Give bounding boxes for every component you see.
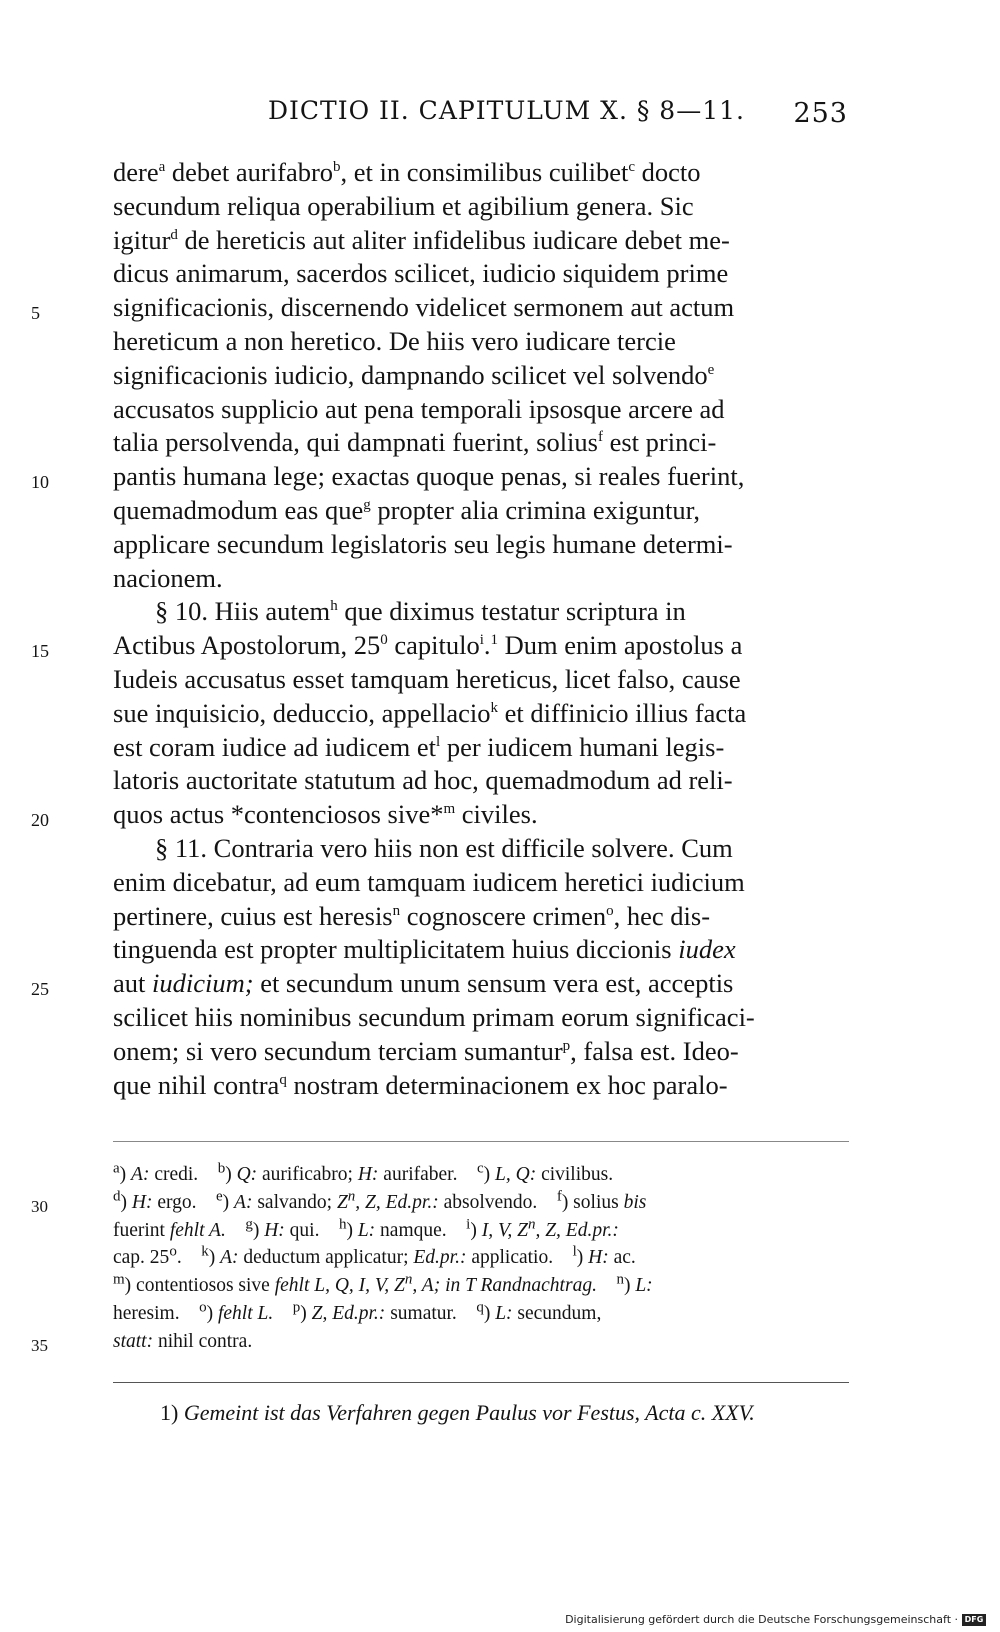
line-text: aut iudicium; et secundum unum sensum vera est, acceptis [113,968,734,999]
text-line [31,460,849,494]
text-line [113,562,849,596]
line-text: secundum reliqua operabilium et agibilium genera. Sic [113,190,694,221]
text-line [113,494,849,528]
line-text: applicare secundum legislatoris seu legis humane determi- [113,528,733,559]
line-text: dicus animarum, sacerdos scilicet, iudicio siquidem prime [113,258,729,289]
text-line [113,731,849,765]
text-line [113,257,849,291]
line-number: 30 [31,1196,48,1216]
main-text [31,156,849,1102]
text-line [31,629,849,663]
line-number: 35 [31,1335,48,1355]
text-line [113,224,849,258]
digitization-credit [565,1613,986,1626]
text-line [113,325,849,359]
line-text: que nihil contra$^q$ nostram determinacionem ex hoc paralo- [113,1069,728,1100]
line-text: § 10. Hiis autem$^h$ que diximus testatur scriptura in [155,596,686,627]
line-text: sue inquisicio, deduccio, appellacio$^k$ et diffinicio illius facta [113,697,747,728]
line-number: 15 [31,641,49,662]
line-text: significacionis, discernendo videlicet sermonem aut actum [113,292,735,323]
dfg-logo-icon: DFG [962,1614,986,1626]
line-number: 25 [31,979,49,1000]
text-line [113,900,849,934]
footnote: 1) Gemeint ist das Verfahren gegen Paulus vor Festus, Acta c. XXV. [160,1400,755,1425]
line-text: hereticum a non heretico. De hiis vero iudicare tercie [113,325,676,356]
text-line [113,156,849,190]
line-text: enim dicebatur, ad eum tamquam iudicem heretici iudicium [113,866,745,897]
apparatus-line [113,1300,849,1328]
line-number: 20 [31,810,49,831]
apparatus-text: cap. 25$^o$. $^k$) A: deductum applicatur; Ed.pr.: applicatio. $^l$) H: ac. [113,1243,636,1269]
line-text: latoris auctoritate statutum ad hoc, quemadmodum ad reli- [113,765,733,796]
apparatus-text: heresim. $^o$) fehlt L. $^p$) Z, Ed.pr.: sumatur. $^q$) L: secundum, [113,1299,602,1324]
running-title: DICTIO II. CAPITULUM X. § 8—11. [268,96,745,125]
line-text: § 11. Contraria vero hiis non est difficile solvere. Cum [155,832,733,863]
line-text: pertinere, cuius est heresis$^n$ cognoscere crimen$^o$, hec dis- [113,900,711,931]
line-text: quos actus *contenciosos sive*$^m$ civiles. [113,799,538,830]
apparatus-line [113,1161,849,1189]
line-text: est coram iudice ad iudicem $et^l$ per iudicem humani legis- [113,731,725,762]
footnote-divider [113,1382,849,1383]
text-line [31,967,849,1001]
apparatus-line [113,1244,849,1272]
text-line [113,1001,849,1035]
apparatus-line [31,1188,849,1217]
line-number: 10 [31,472,49,493]
text-line [113,190,849,224]
line-number: 5 [31,303,40,324]
credit-text: Digitalisierung gefördert durch die Deutsche Forschungsgemeinschaft · [565,1613,958,1626]
text-line [113,697,849,731]
line-text: scilicet hiis nominibus secundum primam eorum significaci- [113,1001,755,1032]
line-text: Iudeis accusatus esset tamquam hereticus, licet falso, cause [113,663,741,694]
apparatus-text: $^m$) contentiosos sive fehlt L, Q, I, V, $Z^n$, A; in T Randnachtrag. $^n$) L: [113,1271,653,1297]
apparatus-line [31,1328,849,1356]
text-line [113,1069,849,1103]
line-text: nacionem. [113,562,223,593]
page-number: 253 [793,98,848,129]
apparatus-text: fuerint fehlt A. $^g$) H: qui. $^h$) L: namque. $^i$) I, V, $Z^n$, Z, Ed.pr.: [113,1216,619,1241]
apparatus-text: $^d$) H: ergo. $^e$) A: salvando; $Z^n$, Z, Ed.pr.: absolvendo. $^f$) solius bis [113,1188,647,1213]
text-line [113,426,849,460]
text-line [113,832,849,866]
text-line [113,764,849,798]
line-text: tinguenda est propter multiplicitatem huius diccionis iudex [113,934,736,965]
line-text: significacionis iudicio, dampnando scilicet vel solvendo$^e$ [113,359,715,390]
apparatus-line [113,1217,849,1245]
line-text: pantis humana lege; exactas quoque penas, si reales fuerint, [113,461,745,492]
apparatus-divider [113,1141,849,1142]
line-text: Actibus Apostolorum, $25^0$ capitulo$^i$.$^1$ Dum enim apostolus a [113,630,743,661]
apparatus-text: statt: nihil contra. [113,1330,253,1352]
text-line [113,933,849,967]
text-line [113,866,849,900]
text-line [113,1035,849,1069]
line-text: talia persolvenda, qui dampnati fuerint, solius$^f$ est princi- [113,427,717,458]
line-text: dere$^a$ debet aurifabro$^b$, et in consimilibus cuilibet$^c$ docto [113,157,701,187]
line-text: igitur$^d$ de hereticis aut aliter infidelibus iudicare debet me- [113,224,730,255]
text-line [113,359,849,393]
text-line [31,291,849,325]
text-line [113,528,849,562]
apparatus-text: $^a$) A: credi. $^b$) Q: aurificabro; H: aurifaber. $^c$) L, Q: civilibus. [113,1160,614,1185]
text-line [113,663,849,697]
text-line [113,393,849,427]
line-text: accusatos supplicio aut pena temporali ipsosque arcere ad [113,393,725,424]
line-text: onem; si vero secundum terciam sumantur$^p$, falsa est. Ideo- [113,1035,739,1066]
line-text: quemadmodum eas que$^g$ propter alia crimina exiguntur, [113,494,701,525]
text-line [113,595,849,629]
critical-apparatus [31,1160,849,1356]
apparatus-line [113,1272,849,1300]
text-line [31,798,849,832]
